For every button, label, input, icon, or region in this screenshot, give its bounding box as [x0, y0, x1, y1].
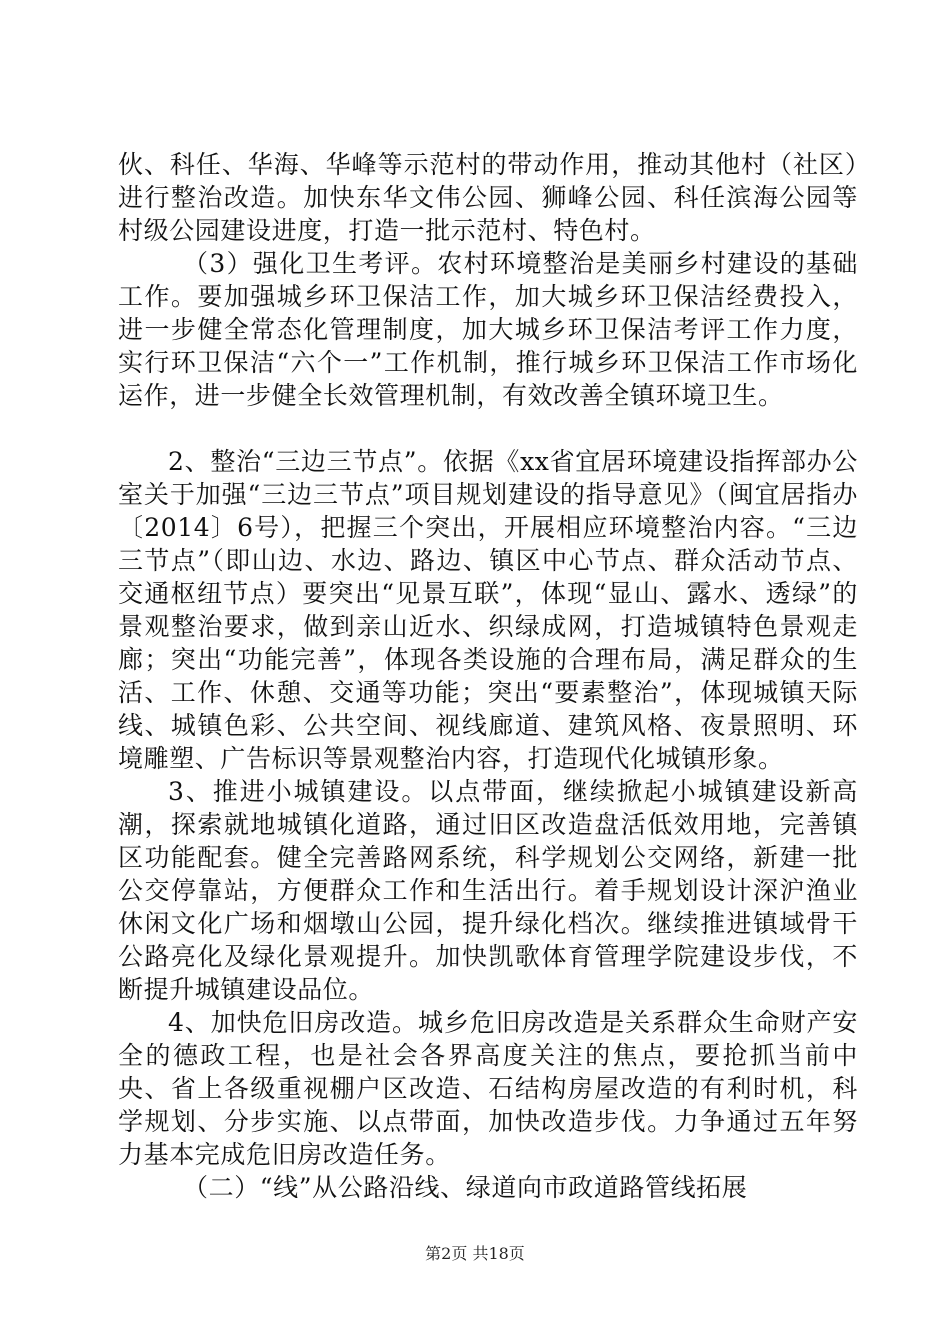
paragraph-old-housing: 4、加快危旧房改造。城乡危旧房改造是关系群众生命财产安全的德政工程，也是社会各界高度关注的焦点，要抢抓当前中央、省上各级重视棚户区改造、石结构房屋改造的有利时机，科学规划、分步实施、以点带面，加快改造步伐。力争通过五年努力基本完成危旧房改造任务。	[118, 1008, 858, 1169]
section-heading-line: （二）“线”从公路沿线、绿道向市政道路管线拓展	[183, 1173, 748, 1202]
paragraph-spacer	[118, 412, 858, 445]
document-body	[118, 148, 858, 1204]
page-number-footer: 第2页 共18页	[425, 1244, 525, 1263]
paragraph-continuation: 伙、科任、华海、华峰等示范村的带动作用，推动其他村（社区）进行整治改造。加快东华文伟公园、狮峰公园、科任滨海公园等村级公园建设进度，打造一批示范村、特色村。	[118, 150, 858, 245]
paragraph-small-towns: 3、推进小城镇建设。以点带面，继续掀起小城镇建设新高潮，探索就地城镇化道路，通过旧区改造盘活低效用地，完善镇区功能配套。健全完善路网系统，科学规划公交网络，新建一批公交停靠站，方便群众工作和生活出行。着手规划设计深沪渔业休闲文化广场和烟墩山公园，提升绿化档次。继续推进镇域骨干公路亮化及绿化景观提升。加快凯歌体育管理学院建设步伐，不断提升城镇建设品位。	[118, 777, 858, 1004]
paragraph-hygiene-assessment: （3）强化卫生考评。农村环境整治是美丽乡村建设的基础工作。要加强城乡环卫保洁工作，加大城乡环卫保洁经费投入，进一步健全常态化管理制度，加大城乡环卫保洁考评工作力度，实行环卫保洁“六个一”工作机制，推行城乡环卫保洁工作市场化运作，进一步健全长效管理机制，有效改善全镇环境卫生。	[118, 249, 858, 410]
paragraph-three-edges: 2、整治“三边三节点”。依据《xx省宜居环境建设指挥部办公室关于加强“三边三节点”项目规划建设的指导意见》（闽宜居指办〔2014〕6号），把握三个突出，开展相应环境整治内容。“三边三节点”（即山边、水边、路边、镇区中心节点、群众活动节点、交通枢纽节点）要突出“见景互联”，体现“显山、露水、透绿”的景观整治要求，做到亲山近水、织绿成网，打造城镇特色景观走廊；突出“功能完善”，体现各类设施的合理布局，满足群众的生活、工作、休憩、交通等功能；突出“要素整治”，体现城镇天际线、城镇色彩、公共空间、视线廊道、建筑风格、夜景照明、环境雕塑、广告标识等景观整治内容，打造现代化城镇形象。	[118, 447, 858, 773]
